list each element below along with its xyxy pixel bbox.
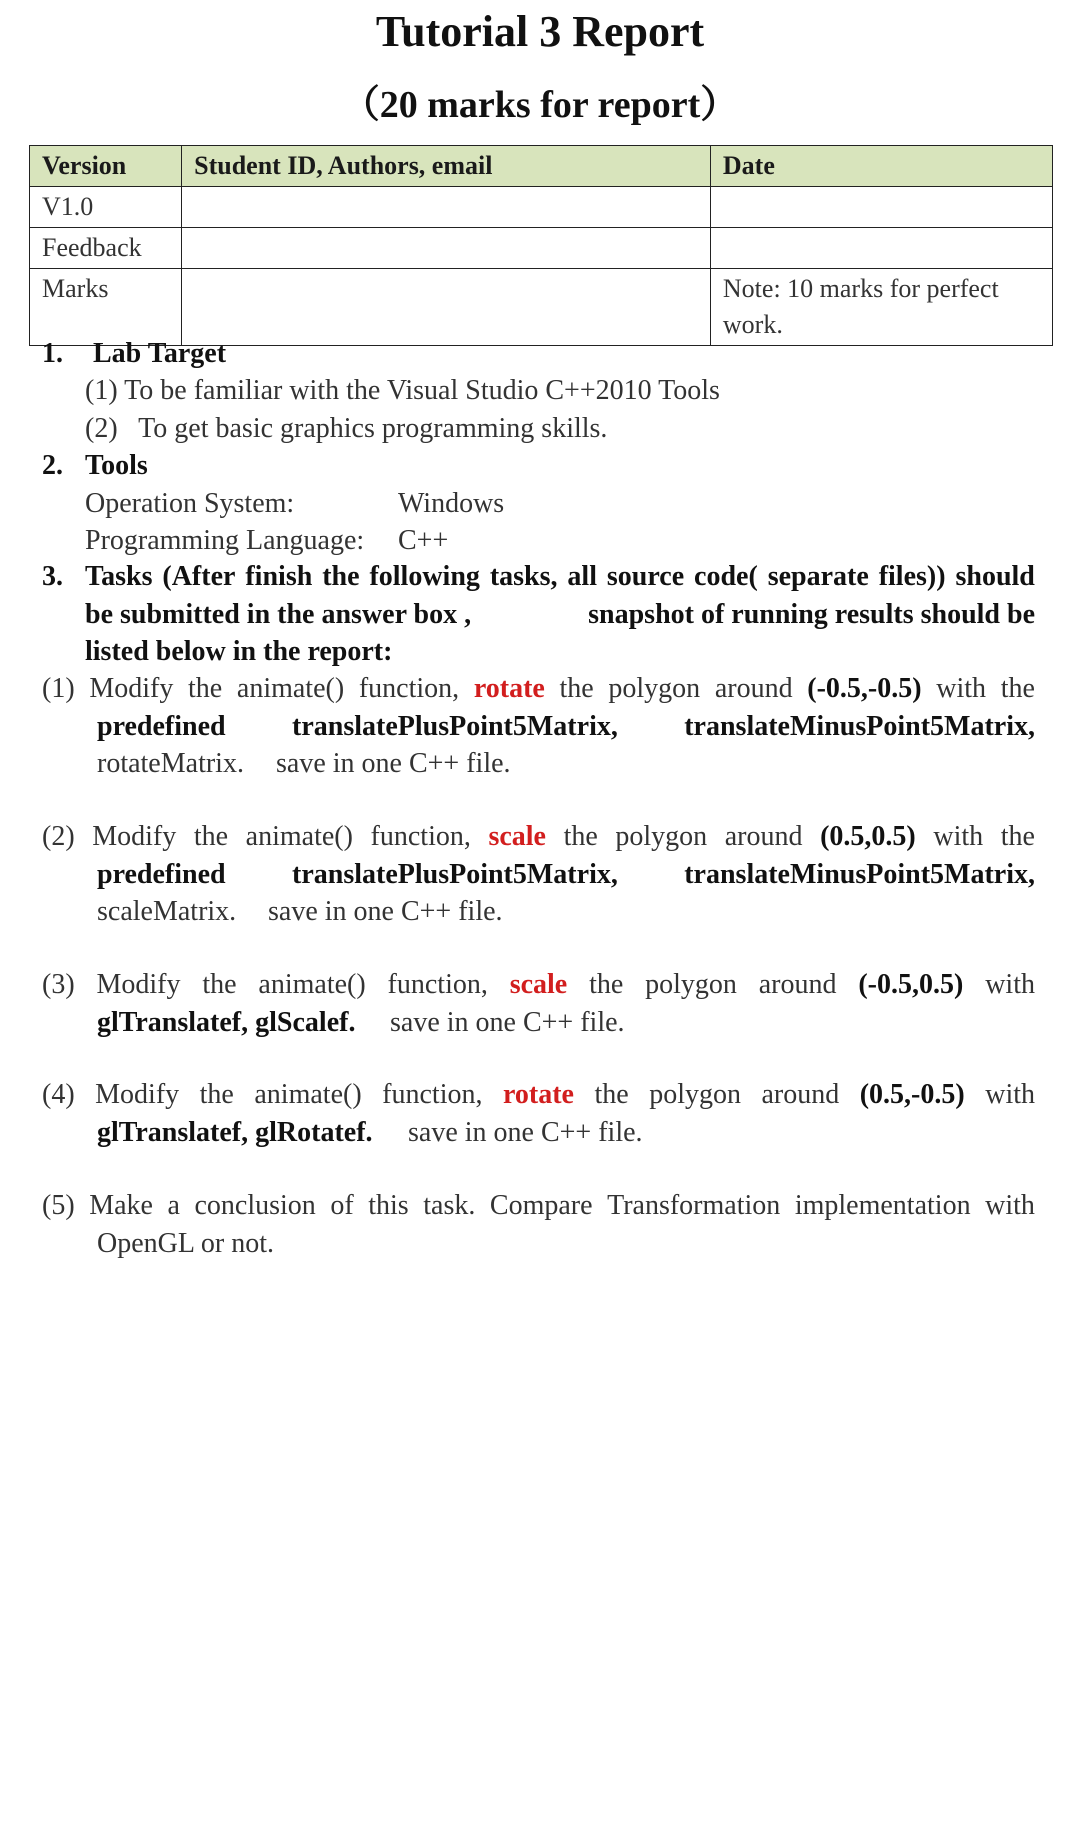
task-line <box>42 1076 1035 1114</box>
word: animate() <box>245 821 353 852</box>
word: polygon <box>645 969 737 1000</box>
word: the <box>589 969 624 1000</box>
word: code( <box>694 561 758 592</box>
word: the <box>202 969 237 1000</box>
task-line <box>42 670 1035 708</box>
word: polygon <box>608 673 701 704</box>
word: the <box>1000 673 1035 704</box>
section-number: 2. <box>42 450 63 481</box>
task-number: (1) <box>42 673 75 704</box>
word: animate() <box>254 1079 362 1110</box>
table-cell[interactable] <box>182 187 711 228</box>
section-heading-line <box>85 596 1035 634</box>
word: following <box>369 561 480 592</box>
coordinate: (0.5,-0.5) <box>859 1079 965 1110</box>
table-cell: Note: 10 marks for perfect work. <box>710 269 1052 346</box>
word: polygon <box>615 821 708 852</box>
table-cell[interactable] <box>182 269 711 346</box>
keyword-highlight: scale <box>488 821 546 852</box>
word: function, <box>370 821 471 852</box>
table-cell: Marks <box>30 269 182 346</box>
table-row <box>30 187 1053 228</box>
gl-functions: glTranslatef, glScalef. <box>97 1007 356 1038</box>
matrix-name: translatePlusPoint5Matrix, <box>292 859 618 890</box>
list-item: (2) To get basic graphics programming skills. <box>85 413 608 444</box>
page-subtitle: （20 marks for report） <box>341 84 739 126</box>
matrix-name: translateMinusPoint5Matrix, <box>684 859 1035 890</box>
word: Modify <box>95 1079 180 1110</box>
word: the <box>594 1079 629 1110</box>
word: this <box>368 1190 409 1221</box>
word: with <box>985 1079 1035 1110</box>
word: the <box>193 821 229 852</box>
task-line <box>97 856 1035 894</box>
version-table <box>29 145 1053 346</box>
task-number: (3) <box>42 969 75 1000</box>
word: separate <box>767 561 869 592</box>
coordinate: (-0.5,0.5) <box>858 969 964 1000</box>
word: the <box>563 821 598 852</box>
word: with <box>936 673 987 704</box>
word: conclusion <box>194 1190 316 1221</box>
coordinate: (-0.5,-0.5) <box>807 673 922 704</box>
word: around <box>761 1079 840 1110</box>
save-instruction: save in one C++ file. <box>268 896 503 927</box>
table-header-cell: Student ID, Authors, email <box>182 146 711 187</box>
table-header-cell: Date <box>710 146 1052 187</box>
word: around <box>758 969 837 1000</box>
word: should <box>955 561 1035 592</box>
word: finish <box>245 561 313 592</box>
section-heading-line: listed below in the report: <box>85 636 393 667</box>
task-line <box>42 818 1035 856</box>
word: with <box>985 969 1035 1000</box>
word: with <box>933 821 984 852</box>
matrix-name: translatePlusPoint5Matrix, <box>292 711 618 742</box>
word: a <box>167 1190 180 1221</box>
task-line: OpenGL or not. <box>97 1228 275 1259</box>
word: the <box>188 673 223 704</box>
table-cell[interactable] <box>710 187 1052 228</box>
word: the <box>1000 821 1035 852</box>
language-label: Programming Language: <box>85 525 365 556</box>
word: predefined <box>97 711 226 742</box>
word: implementation <box>794 1190 971 1221</box>
keyword-highlight: rotate <box>502 1079 574 1110</box>
task-line <box>42 966 1035 1004</box>
word: task. <box>423 1190 476 1221</box>
matrix-name: scaleMatrix. <box>97 896 237 927</box>
os-label: Operation System: <box>85 488 295 519</box>
table-cell: Feedback <box>30 228 182 269</box>
word: around <box>714 673 793 704</box>
word: (After <box>162 561 236 592</box>
list-item: (1) To be familiar with the Visual Studio C++2010 Tools <box>85 375 720 406</box>
word: Modify <box>92 821 177 852</box>
word: Transformation <box>607 1190 781 1221</box>
word: files)) <box>878 561 946 592</box>
keyword-highlight: rotate <box>473 673 545 704</box>
table-cell: V1.0 <box>30 187 182 228</box>
word: function, <box>382 1079 483 1110</box>
save-instruction: save in one C++ file. <box>390 1007 625 1038</box>
table-row <box>30 228 1053 269</box>
section-heading: Lab Target <box>93 338 227 369</box>
table-header-row <box>30 146 1053 187</box>
task-number: (2) <box>42 821 75 852</box>
page-title: Tutorial 3 Report <box>375 7 705 56</box>
word: Compare <box>489 1190 593 1221</box>
task-number: (5) <box>42 1190 75 1221</box>
matrix-name: translateMinusPoint5Matrix, <box>684 711 1035 742</box>
word: animate() <box>236 673 345 704</box>
table-cell[interactable] <box>182 228 711 269</box>
task-number: (4) <box>42 1079 75 1110</box>
gl-functions: glTranslatef, glRotatef. <box>97 1117 373 1148</box>
table-row <box>30 269 1053 346</box>
task-line <box>42 1187 1035 1225</box>
section-heading <box>85 558 1035 596</box>
text-fragment: be submitted in the answer box , <box>85 599 472 630</box>
word: the <box>322 561 360 592</box>
word: Tasks <box>85 561 153 592</box>
os-value: Windows <box>398 488 505 519</box>
language-value: C++ <box>398 525 449 556</box>
word: with <box>985 1190 1035 1221</box>
save-instruction: save in one C++ file. <box>408 1117 643 1148</box>
word: animate() <box>258 969 366 1000</box>
word: source <box>606 561 685 592</box>
word: of <box>330 1190 354 1221</box>
coordinate: (0.5,0.5) <box>820 821 916 852</box>
section-number: 1. <box>42 338 63 369</box>
word: all <box>567 561 597 592</box>
table-header-cell: Version <box>30 146 182 187</box>
word: the <box>559 673 594 704</box>
matrix-name: rotateMatrix. <box>97 748 244 779</box>
word: Modify <box>89 673 174 704</box>
word: tasks, <box>489 561 558 592</box>
word: function, <box>387 969 488 1000</box>
word: the <box>199 1079 234 1110</box>
word: Modify <box>96 969 181 1000</box>
word: around <box>724 821 803 852</box>
word: polygon <box>649 1079 741 1110</box>
save-instruction: save in one C++ file. <box>276 748 511 779</box>
section-number: 3. <box>42 561 63 592</box>
table-cell[interactable] <box>710 228 1052 269</box>
keyword-highlight: scale <box>509 969 568 1000</box>
word: Make <box>89 1190 153 1221</box>
task-line <box>97 708 1035 746</box>
section-heading: Tools <box>85 450 148 481</box>
word: function, <box>358 673 460 704</box>
text-fragment: snapshot of running results should be <box>588 599 1035 630</box>
word: predefined <box>97 859 226 890</box>
